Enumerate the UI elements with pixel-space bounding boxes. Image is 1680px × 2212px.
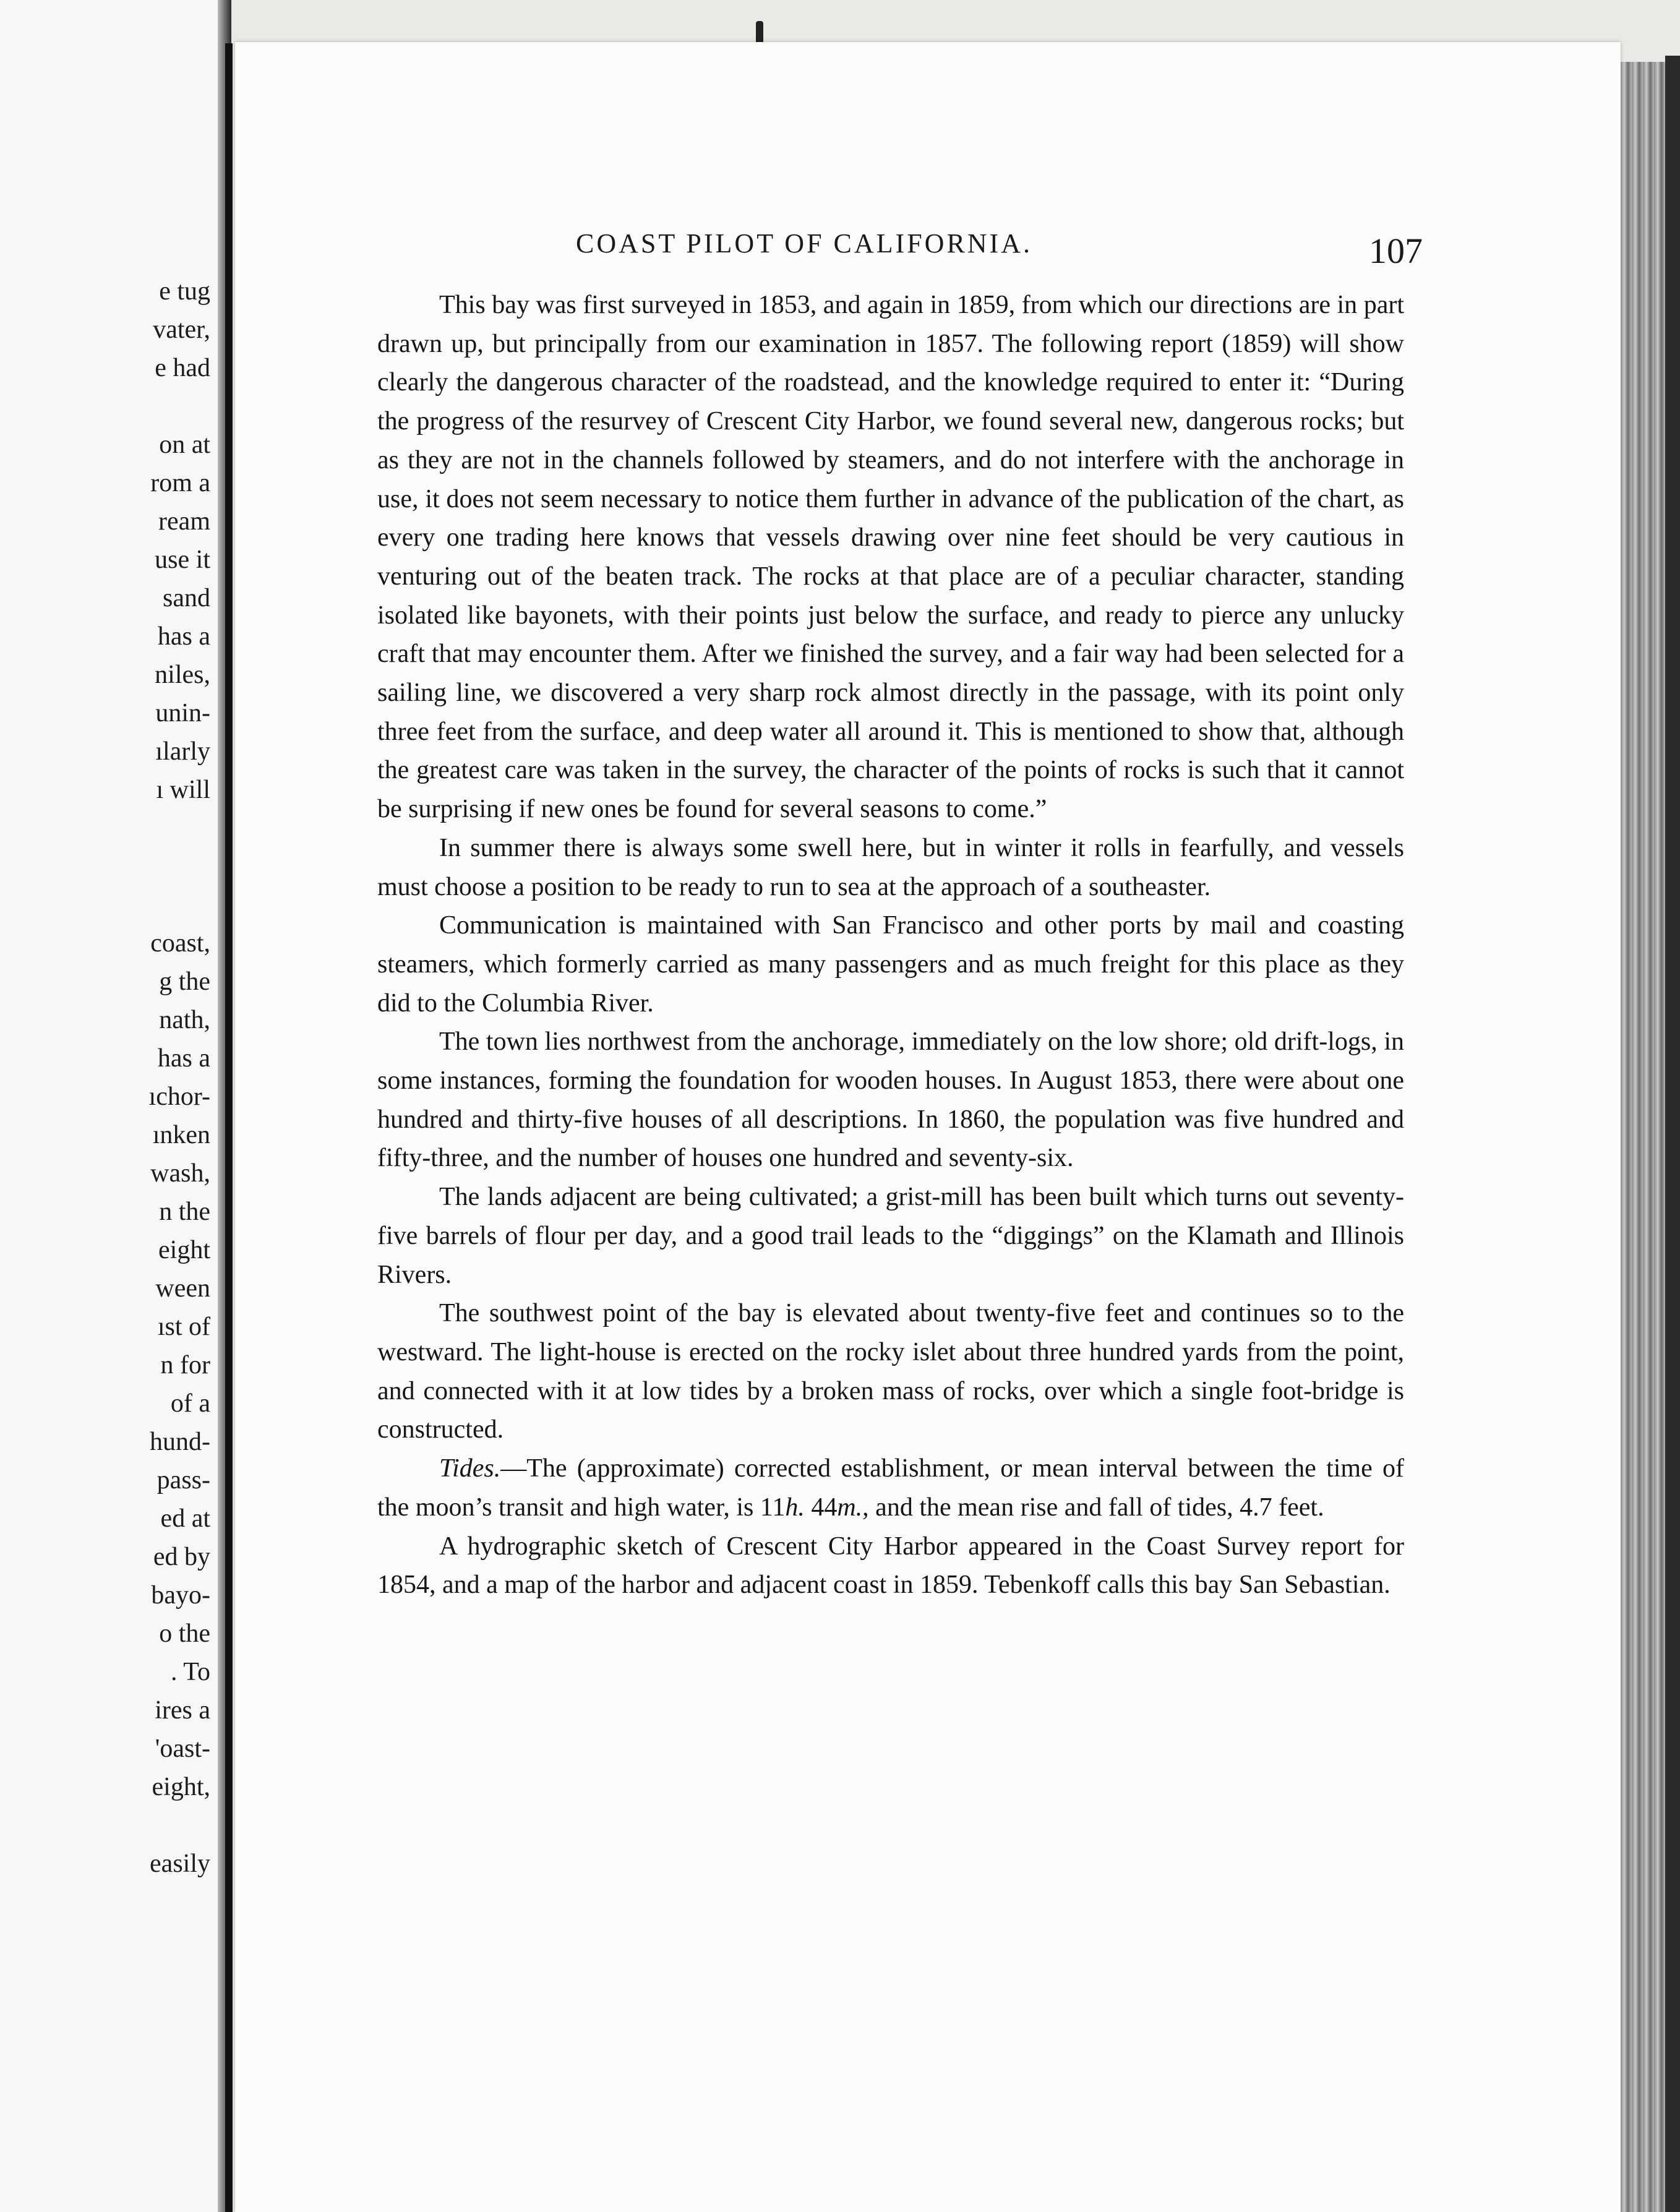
tides-label: Tides. (439, 1454, 501, 1483)
left-fragment-line: rom a (150, 469, 210, 497)
book-gutter-rule (225, 43, 233, 2212)
left-fragment-gap (149, 847, 210, 886)
left-fragment-line: has a (157, 622, 210, 651)
left-fragment-line: on at (159, 431, 210, 459)
left-fragment-line: vater, (153, 315, 210, 344)
left-fragment-line: eight, (152, 1773, 210, 1801)
left-fragment-line: e tug (159, 277, 210, 306)
left-fragment-line: n for (160, 1351, 210, 1379)
left-fragment-line: niles, (155, 661, 210, 689)
left-fragment-line: eight (158, 1236, 210, 1264)
paragraph-town: The town lies northwest from the anchorage, immediately on the low shore; old drift-logs, in some instances, forming the foundation for wooden houses. In August 1853, there were about one hundred and thirty-five houses of all descriptions. In 1860, the population was five hundred and fifty-three, and the number of houses one hundred and seventy-six. (377, 1027, 1404, 1173)
paragraph-swell: In summer there is always some swell here, but in winter it rolls in fearfully, and vessels must choose a position to be ready to run to sea at the approach of a southeaster. (377, 833, 1404, 901)
left-page-text-fragments (149, 272, 210, 1883)
left-fragment-line: ream (158, 507, 210, 536)
left-fragment-line: of a (170, 1389, 210, 1418)
paragraph-light-house: The southwest point of the bay is elevated about twenty-five feet and continues so to the westward. The light-house is erected on the rocky islet about three hundred yards from the point, and connected with it at low tides by a broken mass of rocks, over which a single foot-bridge is constructed. (377, 1299, 1404, 1444)
left-fragment-line: ıst of (157, 1313, 210, 1341)
page-body (377, 286, 1404, 1605)
left-fragment-line: has a (157, 1044, 210, 1073)
tides-text-b: 44 (804, 1493, 838, 1522)
paragraph-lands: The lands adjacent are being cultivated; a grist-mill has been built which turns out seventy-five barrels of flour per day, and a good trail leads to the “diggings” on the Klamath and Illinois Rivers. (377, 1183, 1404, 1289)
tides-minutes-unit: m. (837, 1493, 863, 1522)
left-fragment-line: easily (150, 1850, 210, 1878)
paragraph-tides (377, 1449, 1404, 1527)
left-fragment-line: ween (155, 1274, 210, 1303)
left-fragment-gap (149, 1806, 210, 1845)
left-fragment-line: g the (159, 967, 210, 996)
left-fragment-line: . To (171, 1658, 210, 1686)
left-fragment-line: ınken (152, 1121, 210, 1149)
left-fragment-line: nath, (159, 1006, 210, 1034)
left-fragment-line: ires a (155, 1696, 210, 1725)
left-fragment-line: pass- (156, 1466, 210, 1494)
left-fragment-line: sand (163, 584, 210, 612)
left-fragment-line: o the (159, 1619, 210, 1648)
paragraph-communication: Communication is maintained with San Francisco and other ports by mail and coasting steamers, which formerly carried as many passengers and as much freight for this place as they did to the Columbia River. (377, 911, 1404, 1018)
left-fragment-line: ılarly (155, 737, 210, 766)
left-fragment-line: wash, (150, 1159, 210, 1188)
left-fragment-gap (149, 387, 210, 426)
tides-hours-unit: h. (785, 1493, 805, 1522)
left-fragment-line: n the (159, 1198, 210, 1226)
scan-mark (756, 21, 763, 45)
running-head-title: COAST PILOT OF CALIFORNIA. (575, 228, 1032, 259)
left-fragment-gap (149, 809, 210, 847)
page-number: 107 (1369, 231, 1423, 271)
left-fragment-line: unin- (155, 699, 210, 727)
tides-text-c: , and the mean rise and fall of tides, 4.7 feet. (862, 1493, 1324, 1522)
left-fragment-line: coast, (150, 929, 210, 958)
left-fragment-line: ed at (160, 1504, 210, 1533)
left-fragment-line: ıchor- (148, 1082, 210, 1111)
left-fragment-line: ed by (153, 1543, 210, 1571)
paragraph-survey-history: This bay was first surveyed in 1853, and again in 1859, from which our directions are in part drawn up, but principally from our examination in 1857. The following report (1859) will show clearly the dangerous character of the roadstead, and the knowledge required to enter it: “During the progress of the resurvey of Crescent City Harbor, we found several new, dangerous rocks; but as they are not in the channels followed by steamers, and do not interfere with the anchorage in use, it does not seem necessary to notice them further in advance of the publication of the chart, as every one trading here knows that vessels drawing over nine feet should be very cautious in venturing out of the beaten track. The rocks at that place are of a peculiar character, standing isolated like bayonets, with their points just below the surface, and ready to pierce any unlucky craft that may encounter them. After we finished the survey, and a fair way had been selected for a sailing line, we discovered a very sharp rock almost directly in the passage, with its point only three feet from the surface, and deep water all around it. This is mentioned to show that, although the greatest care was taken in the survey, the character of the points of rocks is such that it cannot be surprising if new ones be found for several seasons to come.” (377, 291, 1404, 824)
left-fragment-line: ı will (156, 776, 210, 804)
left-fragment-gap (149, 886, 210, 924)
left-fragment-line: e had (155, 354, 210, 382)
left-fragment-line: bayo- (151, 1581, 210, 1610)
left-fragment-line: hund- (150, 1428, 210, 1456)
left-page-fragment (0, 0, 223, 2212)
left-fragment-line: use it (155, 546, 210, 574)
paragraph-hydrographic-sketch: A hydrographic sketch of Crescent City Harbor appeared in the Coast Survey report for 1854, and a map of the harbor and adjacent coast in 1859. Tebenkoff calls this bay San Sebastian. (377, 1532, 1404, 1600)
book-cover-edge (1665, 56, 1680, 2212)
tides-text-a: —The (approximate) corrected establishment, or mean interval between the time of the moon’s transit and high water, is 11 (377, 1454, 1404, 1522)
left-fragment-line: 'oast- (155, 1734, 210, 1763)
